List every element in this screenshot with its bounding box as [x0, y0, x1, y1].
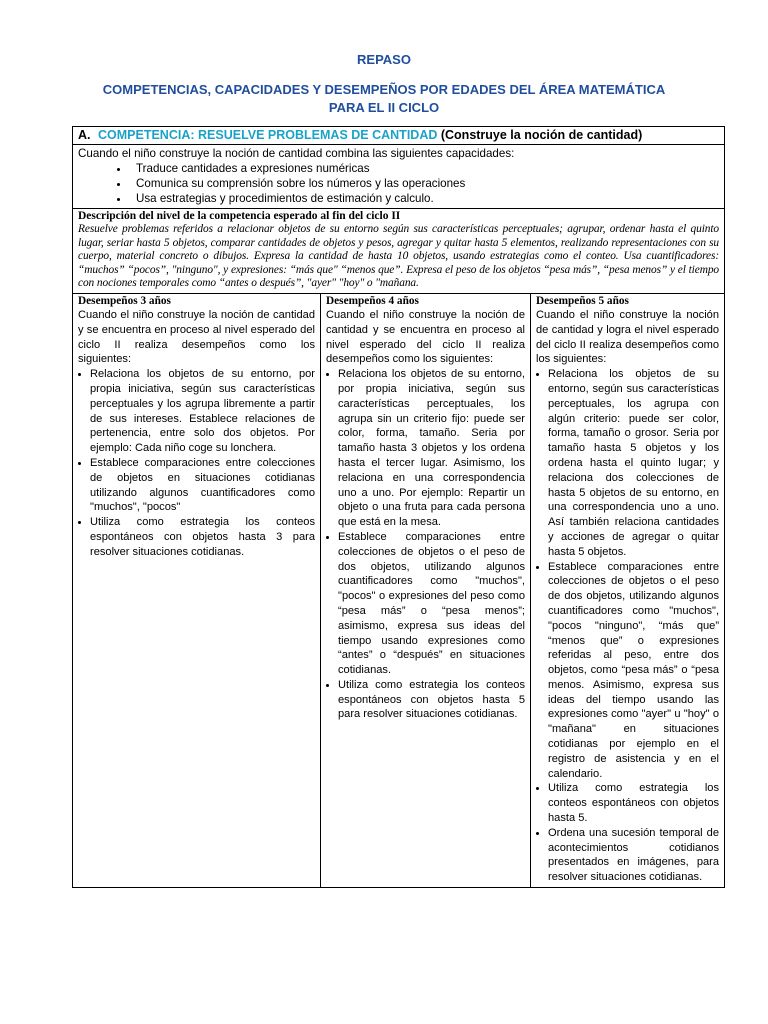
desempenos-5-heading: Desempeños 5 años: [536, 294, 629, 307]
capacidad-item: • Traduce cantidades a expresiones numéricas: [130, 161, 719, 176]
competencia-letter: A.: [78, 128, 91, 142]
desempeno-item: • Establece comparaciones entre colecciones de objetos en situaciones cotidianas utilizando algunos cuantificadores como "muchos", "pocos": [90, 456, 315, 515]
capacidades-cell: [73, 145, 725, 209]
desempeno-item: • Relaciona los objetos de su entorno, por propia iniciativa, según sus características perceptuales, los agrupa sin un criterio fijo: puede ser color, forma, tamaño. Seria por tamaño hasta 3 objetos y los ordena hasta el tercer lugar. Asimismo, los relaciona en una correspondencia uno a uno. Por ejemplo: Repartir un objeto o una fruta para cada persona que está en la mesa.: [338, 367, 525, 530]
capacidades-list: [78, 161, 719, 206]
desempeno-item: • Relaciona los objetos de su entorno, según sus características perceptuales, los agrupa con algún criterio: puede ser color, forma, tamaño o grosor. Seria por tamaño hasta 5 objetos y los ordena hasta el quinto lugar; y relaciona dos colecciones de hasta 5 objetos de su entorno, en una correspondencia uno a uno. Así también relaciona cantidades y acciones de agregar o quitar hasta 5 objetos.: [548, 367, 719, 559]
descripcion-heading: Descripción del nivel de la competencia esperado al fin del ciclo II: [78, 210, 401, 222]
descripcion-body: Resuelve problemas referidos a relacionar objetos de su entorno según sus características perceptuales; agrupar, ordenar hasta el quinto lugar, seriar hasta 5 objetos, comparar cantidades de objetos y pesos, agregar y quitar hasta 5 elementos, realizando representaciones con su cuerpo, material concreto o dibujos. Expresa la cantidad de hasta 10 objetos, usando estrategias como el conteo. Usa cuantificadores: “muchos” “pocos”, "ninguno", y expresiones: “más que" “menos que”. Expresa el peso de los objetos “pesa más”, “pesa menos” y el tiempo con nociones temporales como “antes o después”, "ayer" "hoy" o "mañana.: [78, 223, 720, 290]
desempeno-item: • Utiliza como estrategia los conteos espontáneos con objetos hasta 5 para resolver situaciones cotidianas.: [338, 678, 525, 722]
capacidad-item: • Usa estrategias y procedimientos de estimación y calculo.: [130, 191, 719, 206]
desempeno-item: • Utiliza como estrategia los conteos espontáneos con objetos hasta 5.: [548, 781, 719, 825]
desempenos-4-list: [326, 367, 525, 722]
document-subtitle: PARA EL II CICLO: [328, 100, 440, 115]
desempenos-5-intro: Cuando el niño construye la noción de cantidad y logra el nivel esperado del ciclo II realiza desempeños como los siguientes:: [536, 308, 720, 366]
desempeno-item: • Ordena una sucesión temporal de acontecimientos cotidianos presentados en imágenes, para resolver situaciones cotidianas.: [548, 826, 719, 885]
desempeno-item: • Establece comparaciones entre colecciones de objetos o el peso de dos objetos, utilizando algunos cuantificadores como "muchos", "pocos "ninguno", “más que” “menos que” o expresiones referidas al peso, entre dos objetos, como “pesa más” o “pesa menos. Asimismo, expresa sus ideas del tiempo usando las expresiones como "ayer" u "hoy" o "mañana" en situaciones cotidianas por ejemplo en el registro de asistencia y en el calendario.: [548, 560, 719, 782]
desempenos-3-heading: Desempeños 3 años: [78, 294, 171, 307]
desempenos-3-column: [73, 293, 321, 887]
desempenos-5-list: [536, 367, 719, 885]
competencia-table: [72, 126, 725, 888]
competencia-title: COMPETENCIA: RESUELVE PROBLEMAS DE CANTIDAD: [98, 128, 438, 142]
desempenos-4-column: [321, 293, 531, 887]
capacidades-row: [73, 145, 725, 209]
descripcion-cell: [73, 209, 725, 294]
desempenos-row: [73, 293, 725, 887]
desempenos-4-intro: Cuando el niño construye la noción de cantidad y se encuentra en proceso al nivel esperado del ciclo II realiza desempeños como los siguientes:: [326, 308, 525, 366]
descripcion-row: [73, 209, 725, 294]
desempeno-item: • Establece comparaciones entre colecciones de objetos o el peso de dos objetos, utilizando algunos cuantificadores como "muchos", "pocos" o expresiones del peso como “pesa más” o “pesa menos”; asimismo, expresa sus ideas del tiempo usando expresiones como “antes” o “después” en situaciones cotidianas.: [338, 530, 525, 678]
desempenos-4-heading: Desempeños 4 años: [326, 294, 419, 307]
document-title: COMPETENCIAS, CAPACIDADES Y DESEMPEÑOS POR EDADES DEL ÁREA MATEMÁTICA: [102, 82, 666, 97]
desempeno-item: • Relaciona los objetos de su entorno, por propia iniciativa, según sus características perceptuales y los agrupa libremente a partir de sus intereses. Establece relaciones de pertenencia, entre solo dos objetos. Por ejemplo: Cada niño coge su lonchera.: [90, 367, 315, 456]
desempeno-item: • Utiliza como estrategia los conteos espontáneos con objetos hasta 3 para resolver situaciones cotidianas.: [90, 515, 315, 559]
desempenos-3-intro: Cuando el niño construye la noción de cantidad y se encuentra en proceso al nivel esperado del ciclo II realiza desempeños como los siguientes:: [78, 308, 315, 366]
capacidades-intro: Cuando el niño construye la noción de cantidad combina las siguientes capacidades:: [78, 147, 515, 160]
competencia-header-row: [73, 127, 725, 145]
capacidad-item: • Comunica su comprensión sobre los números y las operaciones: [130, 176, 719, 191]
competencia-subtitle: (Construye la noción de cantidad): [440, 128, 643, 142]
desempenos-5-column: [531, 293, 725, 887]
document-label: REPASO: [357, 52, 411, 67]
desempenos-3-list: [78, 367, 315, 559]
competencia-header: [73, 127, 725, 145]
